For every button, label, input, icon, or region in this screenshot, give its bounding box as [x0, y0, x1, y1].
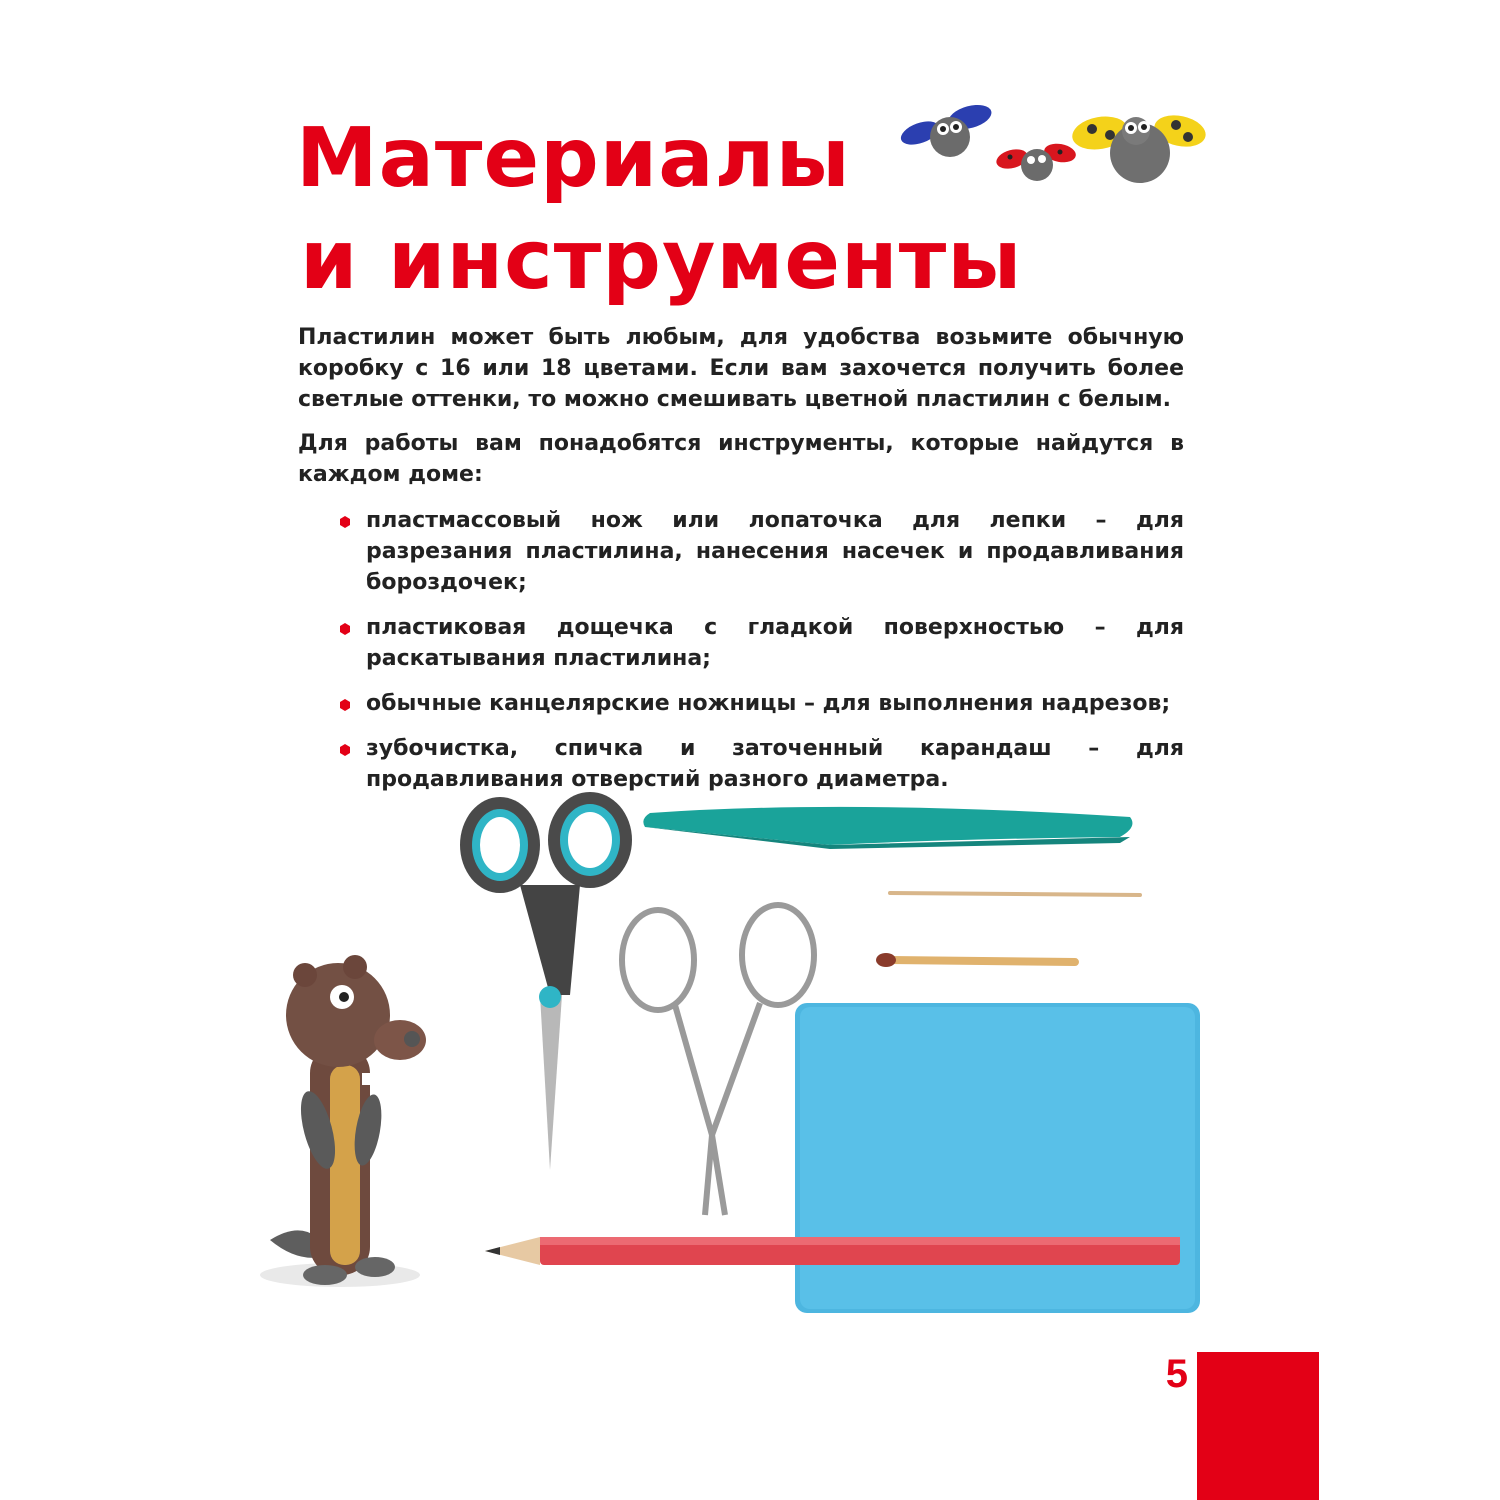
bullet-icon: [338, 622, 352, 636]
teal-scissors: [460, 792, 632, 1170]
plasticine-bugs-illustration: [900, 95, 1210, 205]
list-item: [338, 688, 1184, 719]
tools-intro-paragraph: Для работы вам понадобятся инструменты, которые найдутся в каждом доме:: [298, 431, 1184, 487]
toothpick: [890, 893, 1140, 895]
page-corner-tab: [1197, 1352, 1319, 1500]
title-line-1: Материалы: [296, 111, 851, 206]
plastic-knife: [643, 807, 1132, 849]
match: [876, 953, 1075, 967]
tools-list: [338, 505, 1184, 809]
bullet-icon: [338, 698, 352, 712]
intro-paragraph: Пластилин может быть любым, для удобства возьмите обычную коробку с 16 или 18 цветами. Если вам захочется получить более светлые оттенки, то можно смешивать цветной пластилин с белым.: [298, 325, 1184, 412]
list-item-text: зубочистка, спичка и заточенный карандаш – для продавливания отверстий разного диаметра.: [366, 736, 1184, 792]
bullet-icon: [338, 743, 352, 757]
list-item: [338, 612, 1184, 674]
list-item: [338, 505, 1184, 598]
yellow-bug-figure: [1070, 111, 1209, 183]
list-item-text: пластмассовый нож или лопаточка для лепки – для разрезания пластилина, нанесения насечек и продавливания бороздочек;: [366, 508, 1184, 595]
bullet-icon: [338, 515, 352, 529]
list-item-text: обычные канцелярские ножницы – для выполнения надрезов;: [366, 691, 1171, 716]
list-item-text: пластиковая дощечка с гладкой поверхностью – для раскатывания пластилина;: [366, 615, 1184, 671]
title-line-2: и инструменты: [300, 213, 1023, 308]
pencil: [485, 1237, 1180, 1265]
tools-photo: [250, 785, 1210, 1315]
red-bug-figure: [994, 141, 1077, 181]
silver-scissors: [622, 905, 814, 1215]
blue-bug-figure: [900, 101, 994, 157]
beaver-figure: [260, 955, 426, 1287]
page-number: 5: [1165, 1352, 1188, 1396]
